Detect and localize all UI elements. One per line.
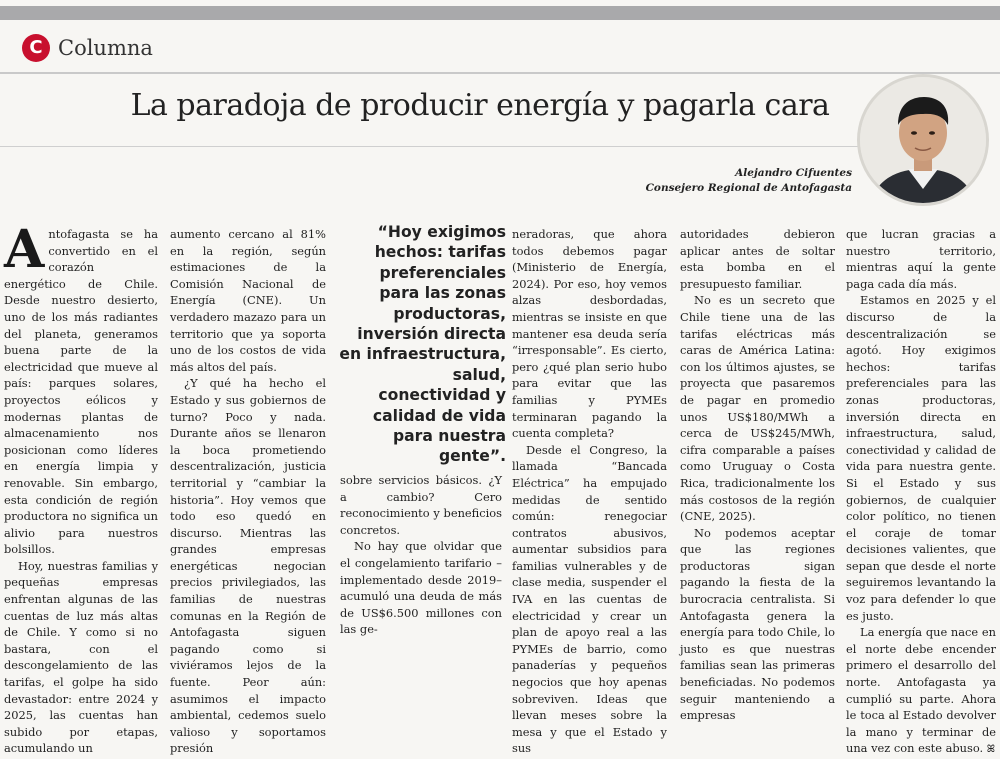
body-paragraph	[4, 219, 158, 558]
header-rule	[0, 72, 1000, 74]
author-role: Consejero Regional de Antofagasta	[645, 182, 852, 194]
end-mark-icon: ꕤ	[986, 744, 996, 756]
author-name: Alejandro Cifuentes	[735, 167, 852, 179]
headline-rule	[0, 146, 860, 147]
drop-cap: A	[4, 219, 45, 280]
author-block	[646, 166, 852, 196]
body-paragraph: autoridades debieron aplicar antes de soltar esta bomba en el presupuesto familiar.	[680, 227, 835, 291]
body-paragraph: Estamos en 2025 y el discurso de la descentralización se agotó. Hoy exigimos hechos: tarifas preferenciales para las zonas productoras, inversión directa en infraestructura, salud, conectividad y calidad de vida para nuestra gente. Si el Estado y sus gobiernos, de cualquier color político, no tienen el coraje de tomar decisiones valientes, que sepan que desde el norte seguiremos levantando la voz para defender lo que es justo.	[846, 293, 996, 623]
body-paragraph: No hay que olvidar que el congelamiento tarifario –implementado desde 2019– acumuló una deuda de más de US$6.500 millones con las ge-	[340, 539, 502, 637]
body-paragraph: ¿Y qué ha hecho el Estado y sus gobiernos de turno? Poco y nada. Durante años se llenaron la boca prometiendo descentralización, justicia territorial y “cambiar la historia”. Hoy vemos que todo eso quedó en discurso. Mientras las grandes empresas energéticas negocian precios privilegiados, las familias de nuestras comunas en la Región de Antofagasta siguen pagando como si viviéramos lejos de la fuente. Peor aún: asumimos el impacto ambiental, cedemos suelo valioso y soportamos presión	[170, 376, 326, 756]
body-column-3	[340, 472, 502, 638]
headline: La paradoja de producir energía y pagarla cara	[130, 88, 830, 123]
section-label: Columna	[58, 36, 153, 60]
section-badge-icon: C	[22, 34, 50, 62]
pull-quote: “Hoy exigimos hechos: tarifas preferenciales para las zonas productoras, inversión directa en infraestructura, salud, conectividad y calidad de vida para nuestra gente”.	[339, 223, 506, 466]
author-photo	[857, 74, 989, 206]
body-column-1	[4, 219, 158, 757]
body-column-2	[170, 226, 326, 757]
body-paragraph: neradoras, que ahora todos debemos pagar (Ministerio de Energía, 2024). Por eso, hoy vemos alzas desbordadas, mientras se insiste en que mantener esa deuda sería “irresponsable”. Es cierto, pero ¿qué plan serio hubo para evitar que las familias y PYMEs terminaran pagando la cuenta completa?	[512, 227, 667, 441]
body-paragraph: Desde el Congreso, la llamada “Bancada Eléctrica” ha empujado medidas de sentido común: renegociar contratos abusivos, aumentar subsidios para familias vulnerables y de clase media, suspender el IVA en las cuentas de electricidad y crear un plan de apoyo real a las PYMEs de barrio, como panaderías y pequeños negocios que hoy apenas sobreviven. Ideas que llevan meses sobre la mesa y que el Estado y sus	[512, 442, 667, 756]
body-text: ntofagasta se ha convertido en el corazón energético de Chile. Desde nuestro desierto, uno de los más radiantes del planeta, generamos buena parte de la electricidad que mueve al país: parques solares, proyectos eólicos y modernas plantas de almacenamiento nos posicionan como líderes en energía limpia y renovable. Sin embargo, esta condición de región productora no significa un alivio para nuestros bolsillos.	[4, 227, 158, 557]
body-paragraph: Hoy, nuestras familias y pequeñas empresas enfrentan algunas de las cuentas de luz más altas de Chile. Y como si no bastara, con el descongelamiento de las tarifas, el golpe ha sido devastador: entre 2024 y 2025, las cuentas han subido por etapas, acumulando un	[4, 558, 158, 756]
body-paragraph: sobre servicios básicos. ¿Y a cambio? Cero reconocimiento y beneficios concretos.	[340, 473, 502, 537]
body-paragraph: que lucran gracias a nuestro territorio, mientras aquí la gente paga cada día más.	[846, 227, 996, 291]
body-column-6	[846, 226, 996, 759]
body-paragraph: No podemos aceptar que las regiones productoras sigan pagando la fiesta de la burocracia centralista. Si Antofagasta genera la energía para todo Chile, lo justo es que nuestras familias sean las primeras beneficiadas. No podemos seguir manteniendo a empresas	[680, 525, 835, 723]
author-portrait-icon	[860, 77, 986, 203]
body-paragraph: No es un secreto que Chile tiene una de las tarifas eléctricas más caras de América Latina: con los últimos ajustes, se proyecta que pasaremos de pagar en promedio unos US$180/MWh a cerca de US$245/MWh, cifra comparable a países como Uruguay o Costa Rica, tradicionalmente los más costosos de la región (CNE, 2025).	[680, 293, 835, 524]
body-paragraph: aumento cercano al 81% en la región, según estimaciones de la Comisión Nacional de Energía (CNE). Un verdadero mazazo para un territorio que ya soporta uno de los costos de vida más altos del país.	[170, 227, 326, 374]
top-bar	[0, 6, 1000, 20]
body-column-5	[680, 226, 835, 724]
body-paragraph	[846, 624, 996, 759]
body-column-4	[512, 226, 667, 757]
body-text: La energía que nace en el norte debe encender primero el desarrollo del norte. Antofagasta ya cumplió su parte. Ahora le toca al Estado devolver la mano y terminar de una vez con este abuso.	[846, 625, 996, 756]
